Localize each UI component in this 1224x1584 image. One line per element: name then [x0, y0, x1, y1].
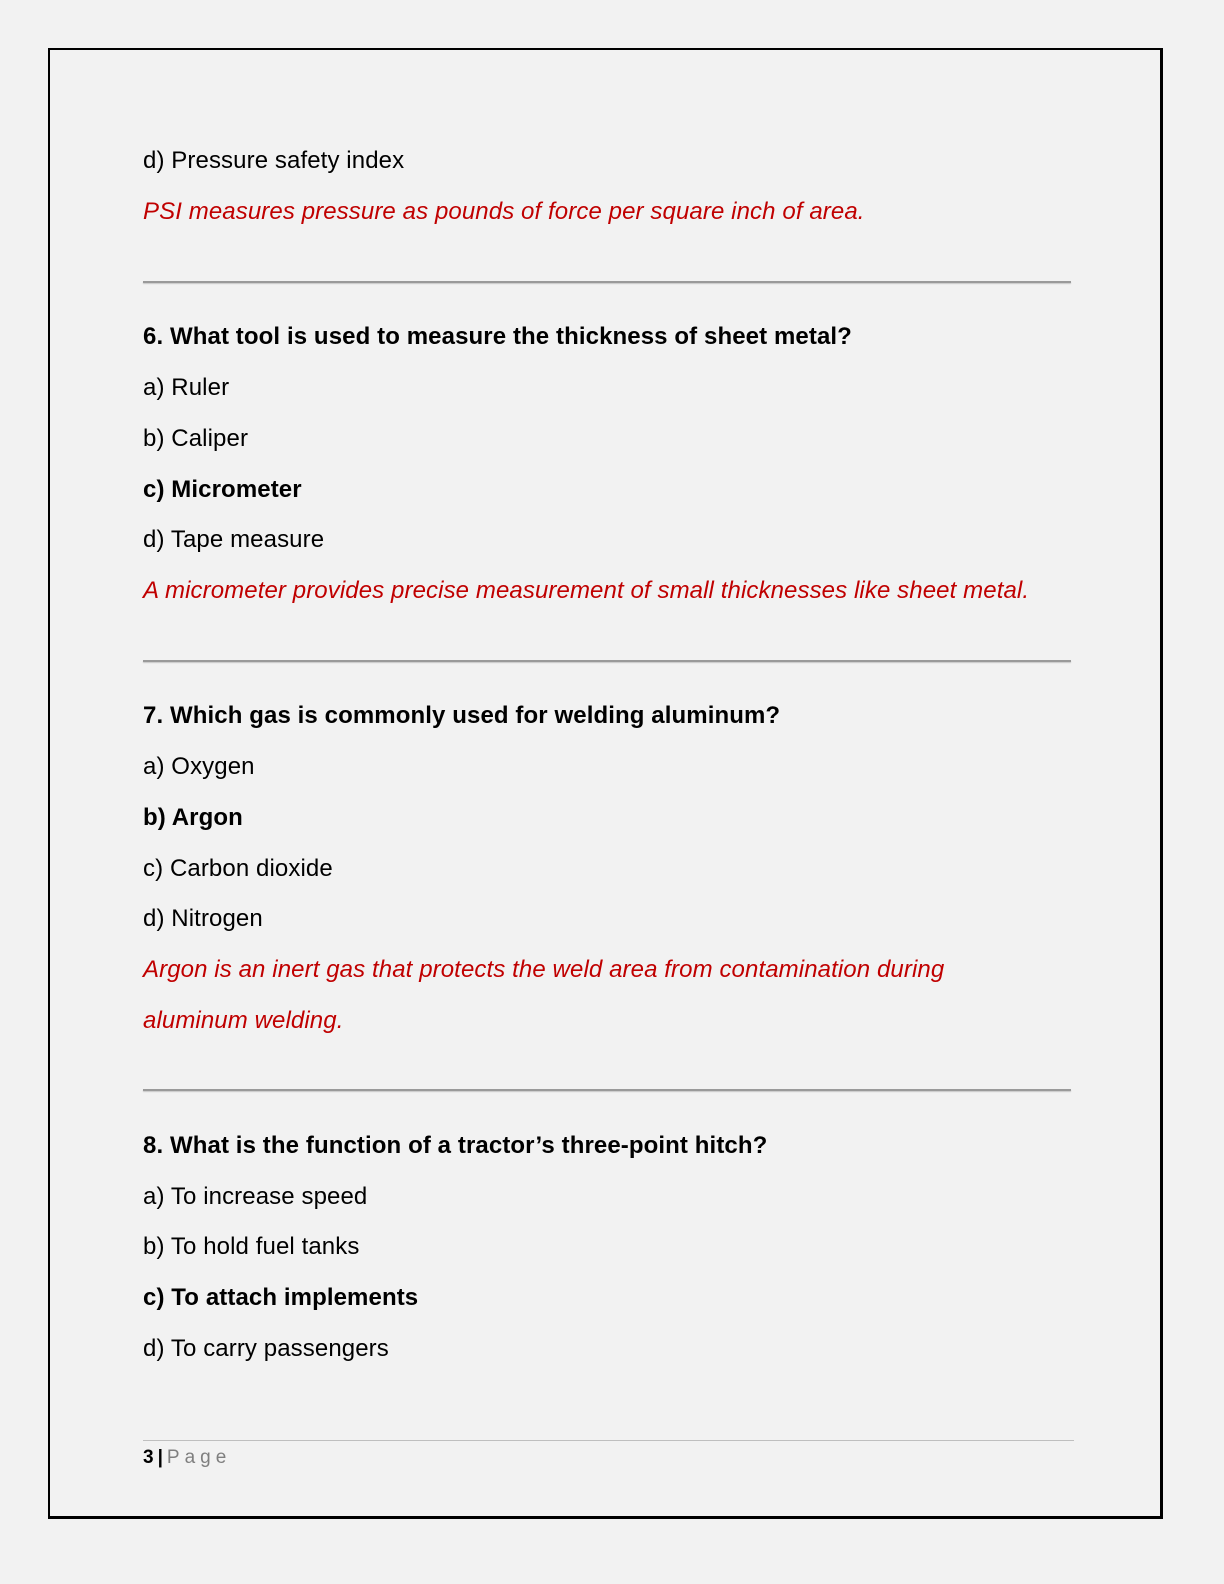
q7-option-d: d) Nitrogen	[143, 905, 263, 932]
q7-explanation-line-2: aluminum welding.	[143, 1007, 344, 1034]
page-number: 3	[143, 1447, 154, 1468]
q7-explanation-line-1: Argon is an inert gas that protects the weld area from contamination during	[143, 956, 945, 983]
page-footer	[143, 1446, 231, 1470]
section-divider	[143, 1089, 1071, 1091]
q7-option-a: a) Oxygen	[143, 753, 255, 780]
q6-explanation: A micrometer provides precise measurement of small thicknesses like sheet metal.	[143, 577, 1030, 604]
q6-option-d: d) Tape measure	[143, 526, 325, 553]
q6-question: 6. What tool is used to measure the thickness of sheet metal?	[143, 323, 852, 350]
section-divider	[143, 660, 1071, 662]
q5-option-d: d) Pressure safety index	[143, 147, 405, 174]
q8-option-d: d) To carry passengers	[143, 1335, 389, 1362]
footer-separator: |	[157, 1447, 163, 1468]
q8-option-b: b) To hold fuel tanks	[143, 1233, 360, 1260]
q7-option-b-correct: b) Argon	[143, 804, 243, 831]
q8-option-c-correct: c) To attach implements	[143, 1284, 419, 1311]
section-divider	[143, 281, 1071, 283]
q8-option-a: a) To increase speed	[143, 1183, 368, 1210]
q6-option-a: a) Ruler	[143, 374, 230, 401]
q7-question: 7. Which gas is commonly used for welding aluminum?	[143, 702, 781, 729]
q7-option-c: c) Carbon dioxide	[143, 855, 333, 882]
q8-question: 8. What is the function of a tractor’s three-point hitch?	[143, 1132, 768, 1159]
q6-option-c-correct: c) Micrometer	[143, 476, 302, 503]
q5-explanation: PSI measures pressure as pounds of force per square inch of area.	[143, 198, 865, 225]
footer-divider	[143, 1440, 1074, 1441]
q6-option-b: b) Caliper	[143, 425, 249, 452]
page-label: Page	[166, 1447, 232, 1468]
